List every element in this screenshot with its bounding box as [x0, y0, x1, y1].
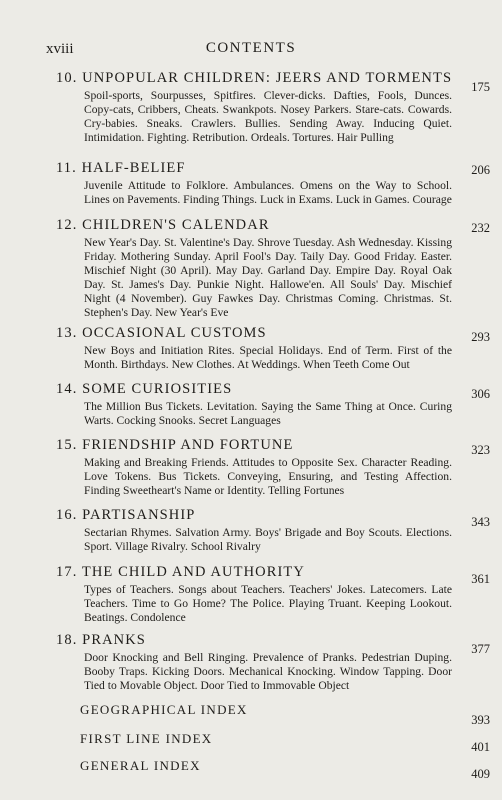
- index-title-first-line: FIRST LINE INDEX: [80, 731, 213, 746]
- chapter-entry: [56, 325, 452, 372]
- chapter-description: The Million Bus Tickets. Levitation. Saying the Same Thing at Once. Curing Warts. Cocking Snooks. Secret Languages: [84, 400, 452, 427]
- page-number: 306: [471, 387, 490, 401]
- chapter-entry: [56, 160, 452, 207]
- chapter-entry: [56, 507, 452, 554]
- chapter-entry: [56, 437, 452, 498]
- chapter-title: 17. THE CHILD AND AUTHORITY: [56, 564, 305, 580]
- chapter-title: 18. PRANKS: [56, 632, 146, 648]
- chapter-description: Sectarian Rhymes. Salvation Army. Boys' Brigade and Boy Scouts. Elections. Sport. Village Rivalry. School Rivalry: [84, 526, 452, 553]
- page-number: 232: [471, 221, 490, 235]
- chapter-description: Types of Teachers. Songs about Teachers. Teachers' Jokes. Latecomers. Late Teachers. Time to Go Home? The Police. Playing Truant. Keeping Lookout. Beatings. Condolence: [84, 583, 452, 624]
- running-head: CONTENTS: [205, 40, 297, 56]
- page-number: 323: [471, 443, 490, 457]
- chapter-title: 15. FRIENDSHIP AND FORTUNE: [56, 437, 294, 453]
- chapter-title: 13. OCCASIONAL CUSTOMS: [56, 325, 267, 341]
- index-title-general: GENERAL INDEX: [80, 758, 201, 773]
- page-folio: xviii: [46, 41, 74, 57]
- page-number: 401: [471, 740, 490, 754]
- chapter-title: 12. CHILDREN'S CALENDAR: [56, 217, 270, 233]
- page-number: 377: [471, 642, 490, 656]
- page-number: 409: [471, 767, 490, 781]
- chapter-entry: [56, 564, 452, 625]
- chapter-title: 14. SOME CURIOSITIES: [56, 381, 233, 397]
- chapter-entry: [56, 632, 452, 693]
- page-number: 293: [471, 330, 490, 344]
- chapter-description: Making and Breaking Friends. Attitudes to Opposite Sex. Character Reading. Love Tokens. Bus Tickets. Conveying, Ensuring, and Testing Affection. Finding Sweetheart's Name or Identity. Telling Fortunes: [84, 456, 452, 497]
- chapter-description: Spoil-sports, Sourpusses, Spitfires. Clever-dicks. Dafties, Fools, Dunces. Copy-cats, Cribbers, Cheats. Swankpots. Nosey Parkers. Stare-cats. Cowards. Cry-babies. Sneaks. Crawlers. Bullies. Sending Away. Inducing Quiet. Intimidation. Fighting. Retribution. Ordeals. Tortures. Hair Pulling: [84, 89, 452, 144]
- page-number: 175: [471, 80, 490, 94]
- page-number: 393: [471, 713, 490, 727]
- chapter-title: 16. PARTISANSHIP: [56, 507, 196, 523]
- page-number: 343: [471, 515, 490, 529]
- page-number: 206: [471, 163, 490, 177]
- index-title-geographical: GEOGRAPHICAL INDEX: [80, 702, 248, 717]
- chapter-entry: [56, 217, 452, 320]
- chapter-title: 10. UNPOPULAR CHILDREN: JEERS AND TORMENTS: [56, 70, 453, 86]
- chapter-description: New Year's Day. St. Valentine's Day. Shrove Tuesday. Ash Wednesday. Kissing Friday. Mothering Sunday. April Fool's Day. Taily Day. Good Friday. Easter. Mischief Night (30 April). May Day. Garland Day. Empire Day. Royal Oak Day. St. James's Day. Punkie Night. Hallowe'en. All Souls' Day. Mischief Night (4 November). Guy Fawkes Day. Christmas Coming. Christmas. St. Stephen's Day. New Year's Eve: [84, 236, 452, 319]
- chapter-description: Juvenile Attitude to Folklore. Ambulances. Omens on the Way to School. Lines on Pavements. Finding Things. Luck in Exams. Luck in Games. Courage: [84, 179, 452, 206]
- chapter-entry: [56, 70, 452, 145]
- chapter-description: New Boys and Initiation Rites. Special Holidays. End of Term. First of the Month. Birthdays. New Clothes. At Weddings. When Teeth Come Out: [84, 344, 452, 371]
- chapter-description: Door Knocking and Bell Ringing. Prevalence of Pranks. Pedestrian Duping. Booby Traps. Kicking Doors. Mechanical Knocking. Window Tapping. Door Tied to Movable Object. Door Tied to Immovable Object: [84, 651, 452, 692]
- chapter-title: 11. HALF-BELIEF: [56, 160, 186, 176]
- chapter-entry: [56, 381, 452, 428]
- page-number: 361: [471, 572, 490, 586]
